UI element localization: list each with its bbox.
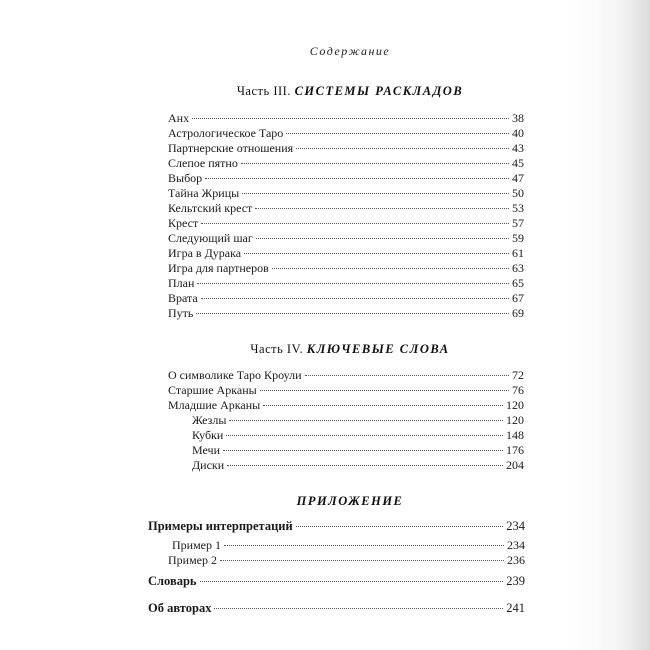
toc-subentry[interactable] [192, 458, 524, 473]
toc-entry-title: Слепое пятно [168, 156, 238, 170]
dot-leader [214, 608, 503, 609]
toc-entry-page: 120 [506, 398, 524, 412]
toc-entry-title: Игра для партнеров [168, 261, 269, 275]
dot-leader [197, 283, 509, 284]
toc-entry[interactable] [168, 201, 524, 216]
toc-entry-page: 69 [512, 306, 524, 320]
toc-entry[interactable] [168, 186, 524, 201]
toc-entry[interactable] [168, 276, 524, 291]
toc-entry[interactable] [168, 261, 524, 276]
toc-entry[interactable] [168, 246, 524, 261]
dot-leader [223, 450, 503, 451]
toc-entry-title: Кубки [192, 428, 224, 442]
contents-heading: Содержание [309, 44, 391, 58]
dot-leader [260, 390, 509, 391]
toc-subentry[interactable] [192, 413, 524, 428]
toc-entry[interactable] [168, 126, 524, 141]
toc-entry-title: Пример 1 [172, 538, 222, 552]
toc-entry-title: Диски [192, 458, 225, 472]
toc-entry-page: 76 [512, 383, 524, 397]
toc-entry-title: Врата [168, 291, 198, 305]
dot-leader [192, 118, 509, 119]
toc-subentry[interactable] [172, 538, 525, 553]
toc-entry-page: 234 [507, 538, 525, 552]
toc-entry-page: 236 [507, 553, 525, 567]
toc-entry[interactable] [168, 216, 524, 231]
toc-entry[interactable] [168, 171, 524, 186]
dot-leader [256, 238, 509, 239]
toc-entry[interactable] [148, 519, 525, 534]
toc-entry[interactable] [168, 231, 524, 246]
toc-entry-title: Тайна Жрицы [168, 186, 240, 200]
dot-leader [296, 526, 504, 527]
toc-entry-page: 63 [512, 261, 524, 275]
dot-leader [305, 375, 510, 376]
toc-entry-page: 40 [512, 126, 524, 140]
toc-entry-page: 148 [506, 428, 524, 442]
dot-leader [224, 545, 504, 546]
part4-number: Часть IV. [250, 342, 304, 356]
toc-entry-title: Старшие Арканы [168, 383, 257, 397]
toc-entry-page: 61 [512, 246, 524, 260]
toc-entry-title: Партнерские отношения [168, 141, 294, 155]
toc-entry-page: 120 [506, 413, 524, 427]
dot-leader [229, 420, 503, 421]
part3-title [150, 84, 550, 99]
part3-name: СИСТЕМЫ РАСКЛАДОВ [294, 84, 464, 98]
toc-entry-title: Младшие Арканы [168, 398, 261, 412]
toc-entry-title: Следующий шаг [168, 231, 253, 245]
toc-subentry[interactable] [192, 428, 524, 443]
dot-leader [255, 208, 509, 209]
toc-entry-page: 239 [506, 574, 525, 588]
toc-entry-page: 241 [506, 601, 525, 615]
toc-entry-page: 38 [512, 111, 524, 125]
dot-leader [263, 405, 503, 406]
toc-entry-title: Анх [168, 111, 190, 125]
toc-subentry[interactable] [192, 443, 524, 458]
toc-entry-title: Путь [168, 306, 194, 320]
toc-entry-title: Выбор [168, 171, 203, 185]
toc-entry[interactable] [168, 291, 524, 306]
dot-leader [272, 268, 509, 269]
toc-entry-title: Об авторах [148, 601, 212, 615]
toc-entry-page: 47 [512, 171, 524, 185]
toc-entry-page: 53 [512, 201, 524, 215]
toc-entry-page: 65 [512, 276, 524, 290]
toc-subentry[interactable] [168, 553, 525, 568]
toc-entry-title: Астрологическое Таро [168, 126, 284, 140]
toc-entry-title: Мечи [192, 443, 220, 457]
toc-entry[interactable] [168, 368, 524, 383]
toc-entry[interactable] [148, 601, 525, 616]
appendix-title: ПРИЛОЖЕНИЕ [296, 494, 404, 508]
part3-number: Часть III. [236, 84, 291, 98]
dot-leader [201, 223, 509, 224]
toc-entry-title: О символике Таро Кроули [168, 368, 302, 382]
toc-entry[interactable] [168, 141, 524, 156]
toc-entry-page: 45 [512, 156, 524, 170]
toc-entry-title: План [168, 276, 195, 290]
toc-entry-title: Примеры интерпретаций [148, 519, 293, 533]
part4-title [150, 342, 550, 357]
dot-leader [244, 253, 509, 254]
dot-leader [241, 163, 509, 164]
part4-name: КЛЮЧЕВЫЕ СЛОВА [306, 342, 450, 356]
dot-leader [227, 465, 503, 466]
toc-entry-page: 43 [512, 141, 524, 155]
dot-leader [205, 178, 509, 179]
dot-leader [220, 560, 504, 561]
dot-leader [242, 193, 509, 194]
toc-entry-page: 59 [512, 231, 524, 245]
toc-entry-page: 234 [506, 519, 525, 533]
toc-entry[interactable] [168, 383, 524, 398]
toc-entry-page: 67 [512, 291, 524, 305]
toc-entry-page: 176 [506, 443, 524, 457]
dot-leader [200, 581, 504, 582]
toc-entry-page: 50 [512, 186, 524, 200]
toc-entry-page: 57 [512, 216, 524, 230]
toc-entry-title: Кельтский крест [168, 201, 253, 215]
toc-entry[interactable] [148, 574, 525, 589]
toc-entry[interactable] [168, 398, 524, 413]
dot-leader [196, 313, 509, 314]
toc-entry-title: Пример 2 [168, 553, 218, 567]
toc-entry-page: 72 [512, 368, 524, 382]
toc-entry[interactable] [168, 156, 524, 171]
toc-entry-title: Жезлы [192, 413, 227, 427]
dot-leader [226, 435, 503, 436]
toc-entry[interactable] [168, 306, 524, 321]
toc-entry-page: 204 [506, 458, 524, 472]
toc-entry-title: Крест [168, 216, 199, 230]
toc-entry[interactable] [168, 111, 524, 126]
dot-leader [296, 148, 509, 149]
dot-leader [286, 133, 509, 134]
toc-entry-title: Словарь [148, 574, 197, 588]
dot-leader [201, 298, 509, 299]
toc-entry-title: Игра в Дурака [168, 246, 242, 260]
page-spine-shadow [570, 0, 650, 650]
